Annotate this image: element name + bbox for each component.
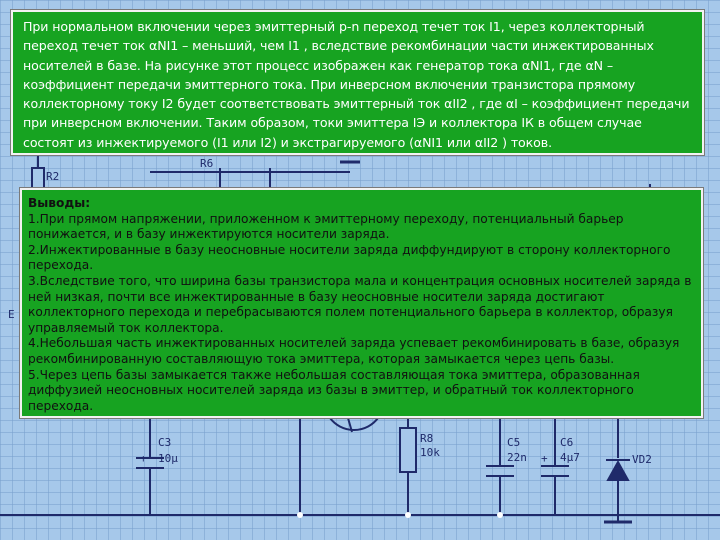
label-e-mark: E: [8, 308, 15, 321]
label-c3: C3: [158, 436, 172, 449]
transistor-theory-paragraph-box: [11, 10, 704, 155]
label-r2: R2: [46, 170, 60, 183]
label-c5: C5: [507, 436, 521, 449]
label-r8-value: 10k: [420, 446, 440, 459]
label-c5-value: 22n: [507, 451, 527, 464]
conclusion-item-1: 1.При прямом напряжении, приложенном к эмиттерному переходу, потенциальный барьер понижается, и в базу инжектируются носители заряда.: [28, 211, 624, 242]
conclusions-box: [20, 188, 703, 418]
conclusion-item-4: 4.Небольшая часть инжектированных носителей заряда успевает рекомбинировать в базе, образуя рекомбинированную составляющую тока эмиттера, которая замыкается через цепь базы.: [28, 336, 680, 366]
conclusion-item-5: 5.Через цепь базы замыкается также небольшая составляющая тока эмиттера, образованная диффузией неосновных носителей заряда из базы в эмиттер, и обратный ток коллекторного перехода.: [28, 367, 640, 413]
conclusion-item-3: 3.Вследствие того, что ширина базы транзистора мала и концентрация основных носителей заряда в ней низкая, почти все инжектированные в базу неосновные носители заряда достигают коллекторного перехода и перебрасываются полем потенциального барьера в коллектор, образуя управляемый ток коллектора.: [28, 273, 692, 335]
label-r6: R6: [200, 157, 214, 170]
label-c6-value: 4μ7: [560, 451, 580, 464]
resistor-r8: [400, 428, 416, 472]
conclusion-item-2: 2.Инжектированные в базу неосновные носители заряда диффундируют в сторону коллекторного перехода.: [28, 242, 671, 273]
label-c6: C6: [560, 436, 574, 449]
theory-paragraph: При нормальном включении через эмиттерный p-n переход течет ток I1, через коллекторный переход течет ток αNI1 – меньший, чем I1 , вследствие рекомбинации части инжектированных носителей в базе. На рисунке этот процесс изображен как генератор тока αNI1, где αN – коэффициент передачи эмиттерного тока. При инверсном включении транзистора прямому коллекторному току I2 будет соответствовать эмиттерный ток αII2 , где αI – коэффициент передачи при инверсном включении. Таким образом, токи эмиттера IЭ и коллектора IК в общем случае состоят из инжектируемого (I1 или I2) и экстрагируемого (αNI1 или αII2 ) токов.: [23, 19, 690, 150]
label-r8: R8: [420, 432, 434, 445]
resistor-r2: [32, 168, 44, 190]
label-vd2: VD2: [632, 453, 652, 466]
label-c3-value: 10μ: [158, 452, 178, 465]
conclusions-heading: Выводы:: [28, 196, 91, 210]
plus-sign-c6: +: [541, 452, 548, 465]
plus-sign-c3: +: [140, 452, 147, 465]
